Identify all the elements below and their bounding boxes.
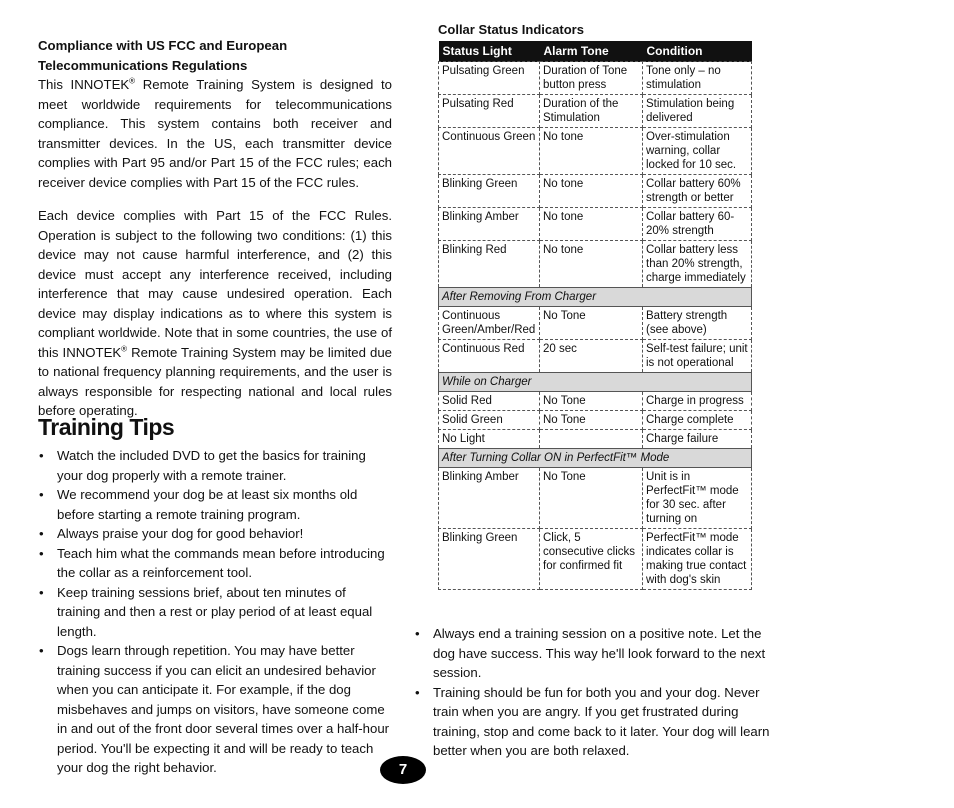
table-section-row	[439, 288, 752, 307]
table-row	[439, 468, 752, 529]
cell: 20 sec	[540, 340, 643, 373]
cell: Blinking Amber	[439, 468, 540, 529]
header-status-light: Status Light	[439, 41, 540, 62]
cell: Continuous Red	[439, 340, 540, 373]
cell: Blinking Amber	[439, 208, 540, 241]
registered-mark: ®	[121, 344, 128, 354]
fcc-paragraph-2	[38, 206, 392, 421]
fcc-heading: Compliance with US FCC and European Telecommunications Regulations	[38, 38, 288, 73]
cell: No tone	[540, 128, 643, 175]
cell: Charge in progress	[643, 392, 752, 411]
fcc-paragraph-1	[38, 75, 392, 192]
cell: No Light	[439, 430, 540, 449]
table-row	[439, 307, 752, 340]
cell: Tone only – no stimulation	[643, 62, 752, 95]
fcc-p1-text-b: Remote Training System is designed to meet worldwide requirements for telecommunications compliance. This system contains both receiver and transmitter devices. In the US, each transmitter device complies with Part 95 and/or Part 15 of the FCC rules; each receiver device complies with Part 15 of the FCC rules.	[38, 77, 392, 190]
cell: Duration of Tone button press	[540, 62, 643, 95]
header-alarm-tone: Alarm Tone	[540, 41, 643, 62]
fcc-p2-text-b: Remote Training System may be limited due to national frequency planning requirements, and the user is always responsible for respecting national and local rules before operating.	[38, 344, 392, 418]
tip-item: • Dogs learn through repetition. You may have better training success if you can elicit an undesired behavior when you can anticipate it. For example, if the dog misbehaves and jumps on visitors, have someone come in and out of the front door several times over a half-hour period. You'll be expecting it and will be ready to teach your dog the right behavior.	[38, 641, 392, 778]
table-row	[439, 340, 752, 373]
fcc-section	[38, 36, 392, 421]
cell: Collar battery less than 20% strength, charge immediately	[643, 241, 752, 288]
table-section-row	[439, 373, 752, 392]
section-label: After Turning Collar ON in PerfectFit™ Mode	[439, 449, 752, 468]
tip-item: • Always end a training session on a positive note. Let the dog have success. This way he'll look forward to the next session.	[414, 624, 774, 683]
cell: Blinking Green	[439, 175, 540, 208]
cell: Over-stimulation warning, collar locked for 10 sec.	[643, 128, 752, 175]
cell: Collar battery 60-20% strength	[643, 208, 752, 241]
table-row	[439, 62, 752, 95]
training-tips-list	[38, 446, 392, 778]
cell: No tone	[540, 241, 643, 288]
table-header-row	[439, 41, 752, 62]
cell: No tone	[540, 208, 643, 241]
cell: Blinking Green	[439, 529, 540, 590]
cell	[540, 430, 643, 449]
cell: Battery strength (see above)	[643, 307, 752, 340]
tip-item: • Training should be fun for both you and your dog. Never train when you are angry. If you get frustrated during training, stop and come back to it later. Your dog will learn better when you are both relaxed.	[414, 683, 774, 761]
cell: No Tone	[540, 392, 643, 411]
cell: Solid Red	[439, 392, 540, 411]
cell: Blinking Red	[439, 241, 540, 288]
table-row	[439, 529, 752, 590]
table-row	[439, 128, 752, 175]
cell: Self-test failure; unit is not operational	[643, 340, 752, 373]
cell: PerfectFit™ mode indicates collar is making true contact with dog's skin	[643, 529, 752, 590]
cell: Pulsating Green	[439, 62, 540, 95]
tip-item: • Watch the included DVD to get the basics for training your dog properly with a remote trainer.	[38, 446, 392, 485]
table-row	[439, 95, 752, 128]
fcc-p2-text-a: Each device complies with Part 15 of the FCC Rules. Operation is subject to the following two conditions: (1) this device may not cause harmful interference, and (2) this device must accept any interference received, including interference that may cause undesired operation. Each device may display indications as to where this system is compliant worldwide. Note that in some countries, the use of this INNOTEK	[38, 208, 392, 360]
tip-item: • We recommend your dog be at least six months old before starting a remote training program.	[38, 485, 392, 524]
additional-tips-list	[414, 624, 774, 761]
cell: Continuous Green	[439, 128, 540, 175]
collar-status-table-title: Collar Status Indicators	[438, 22, 584, 37]
cell: Click, 5 consecutive clicks for confirmed fit	[540, 529, 643, 590]
training-tips-title: Training Tips	[38, 414, 175, 440]
cell: Charge failure	[643, 430, 752, 449]
tip-item: • Teach him what the commands mean before introducing the collar as a reinforcement tool.	[38, 544, 392, 583]
tip-item: • Keep training sessions brief, about ten minutes of training and then a rest or play period of at least equal length.	[38, 583, 392, 642]
tip-item: • Always praise your dog for good behavior!	[38, 524, 392, 544]
cell: Collar battery 60% strength or better	[643, 175, 752, 208]
cell: Charge complete	[643, 411, 752, 430]
cell: Duration of the Stimulation	[540, 95, 643, 128]
cell: No tone	[540, 175, 643, 208]
cell: Solid Green	[439, 411, 540, 430]
section-label: While on Charger	[439, 373, 752, 392]
table-row	[439, 241, 752, 288]
cell: No Tone	[540, 468, 643, 529]
fcc-p1-text-a: This INNOTEK	[38, 77, 130, 92]
cell: Pulsating Red	[439, 95, 540, 128]
table-row	[439, 411, 752, 430]
collar-status-table	[438, 41, 752, 590]
table-row	[439, 208, 752, 241]
registered-mark: ®	[129, 76, 136, 86]
header-condition: Condition	[643, 41, 752, 62]
table-section-row	[439, 449, 752, 468]
cell: Unit is in PerfectFit™ mode for 30 sec. after turning on	[643, 468, 752, 529]
cell: No Tone	[540, 411, 643, 430]
section-label: After Removing From Charger	[439, 288, 752, 307]
cell: No Tone	[540, 307, 643, 340]
cell: Stimulation being delivered	[643, 95, 752, 128]
table-row	[439, 175, 752, 208]
table-row	[439, 430, 752, 449]
page-number-badge: 7	[380, 756, 426, 784]
cell: Continuous Green/Amber/Red	[439, 307, 540, 340]
table-row	[439, 392, 752, 411]
